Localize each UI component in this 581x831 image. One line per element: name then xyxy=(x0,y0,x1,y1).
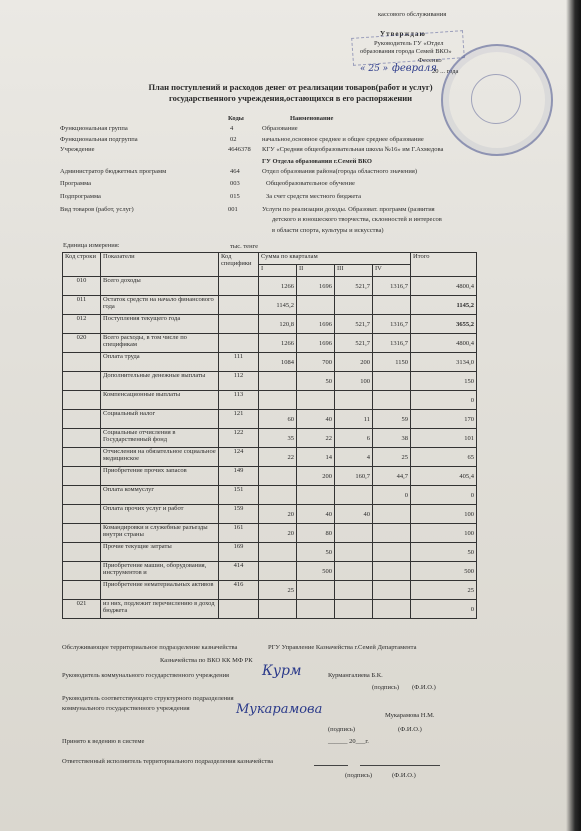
total-cell: 25 xyxy=(411,581,477,600)
q3-cell xyxy=(335,524,373,543)
row-code-cell xyxy=(63,505,101,524)
approval-date-month: февраля xyxy=(392,63,437,74)
col-head-total: Итого xyxy=(411,253,477,277)
col-head-q3: III xyxy=(335,265,373,277)
info-value: Отдел образования района(города областного значения) xyxy=(262,168,417,175)
spec-code-cell xyxy=(219,277,259,296)
info-value: КГУ «Средняя общеобразовательная школа №16» им Г.Ахмедова xyxy=(262,146,444,153)
col-head-q1: I xyxy=(259,265,297,277)
q2-cell: 50 xyxy=(297,372,335,391)
indicator-cell: Командировки и служебные разъезды внутри страны xyxy=(101,524,219,543)
codes-column-head: Коды xyxy=(228,115,244,122)
q4-cell: 38 xyxy=(373,429,411,448)
table-row xyxy=(63,448,477,467)
indicator-cell: Поступления текущего года xyxy=(101,315,219,334)
q2-cell: 1696 xyxy=(297,334,335,353)
info-value: Общеобразовательное обучение xyxy=(266,180,355,187)
head-signature: Курм xyxy=(262,663,302,679)
col-head-indicator: Показатели xyxy=(101,253,219,277)
approve-heading: Утверждаю xyxy=(380,30,426,38)
q3-cell xyxy=(335,562,373,581)
q2-cell: 22 xyxy=(297,429,335,448)
indicator-cell: Приобретение нематериальных активов xyxy=(101,581,219,600)
table-row xyxy=(63,353,477,372)
info-label: Администратор бюджетных программ xyxy=(60,168,167,175)
info-code: 015 xyxy=(230,193,240,200)
q1-cell: 1266 xyxy=(259,277,297,296)
table-row xyxy=(63,429,477,448)
q1-cell: 20 xyxy=(259,505,297,524)
q3-cell xyxy=(335,486,373,505)
q3-cell: 521,7 xyxy=(335,334,373,353)
total-cell: 50 xyxy=(411,543,477,562)
budget-table xyxy=(62,252,477,619)
q2-cell xyxy=(297,296,335,315)
q1-cell xyxy=(259,543,297,562)
indicator-cell: Социальные отчисления в Государственный фонд xyxy=(101,429,219,448)
q3-cell xyxy=(335,600,373,619)
table-row xyxy=(63,467,477,486)
total-cell: 101 xyxy=(411,429,477,448)
plan-title-line2: государственного учреждения,остающихся в его распоряжении xyxy=(168,93,413,103)
q2-cell: 500 xyxy=(297,562,335,581)
indicator-cell: Оплата прочих услуг и работ xyxy=(101,505,219,524)
q2-cell xyxy=(297,486,335,505)
q3-cell: 200 xyxy=(335,353,373,372)
info-label: Функциональная подгруппа xyxy=(60,136,138,143)
q1-cell xyxy=(259,467,297,486)
q4-cell xyxy=(373,562,411,581)
info-value: Образование xyxy=(262,125,298,132)
row-code-cell xyxy=(63,372,101,391)
accepted-label: Принято к ведению в системе xyxy=(62,738,145,745)
signature-caption: (подпись) xyxy=(328,726,355,733)
q4-cell: 1316,7 xyxy=(373,315,411,334)
indicator-cell: Остаток средств на начало финансового года xyxy=(101,296,219,315)
spec-code-cell: 112 xyxy=(219,372,259,391)
row-code-cell: 021 xyxy=(63,600,101,619)
q1-cell: 35 xyxy=(259,429,297,448)
spec-code-cell: 149 xyxy=(219,467,259,486)
struct-label-line2: коммунального государственного учреждения xyxy=(62,705,190,712)
q3-cell xyxy=(335,296,373,315)
executor-signature-line xyxy=(314,765,348,766)
row-code-cell: 020 xyxy=(63,334,101,353)
q2-cell xyxy=(297,391,335,410)
q1-cell xyxy=(259,600,297,619)
total-cell: 0 xyxy=(411,600,477,619)
q2-cell: 200 xyxy=(297,467,335,486)
total-cell: 150 xyxy=(411,372,477,391)
q1-cell xyxy=(259,562,297,581)
info-value: Услуги по реализации доходы. Образоват. программ (развития xyxy=(262,206,435,213)
q2-cell xyxy=(297,600,335,619)
q1-cell xyxy=(259,486,297,505)
row-code-cell: 010 xyxy=(63,277,101,296)
q3-cell xyxy=(335,581,373,600)
table-row xyxy=(63,581,477,600)
q3-cell: 6 xyxy=(335,429,373,448)
row-code-cell: 011 xyxy=(63,296,101,315)
q3-cell: 100 xyxy=(335,372,373,391)
q4-cell: 0 xyxy=(373,486,411,505)
col-head-code-row: Код строки xyxy=(63,253,101,277)
total-cell: 1145,2 xyxy=(411,296,477,315)
col-head-q4: IV xyxy=(373,265,411,277)
row-code-cell xyxy=(63,486,101,505)
total-cell: 3655,2 xyxy=(411,315,477,334)
table-row xyxy=(63,410,477,429)
name-column-head: Наименование xyxy=(290,115,334,122)
fio-caption: (Ф.И.О.) xyxy=(412,684,436,691)
total-cell: 65 xyxy=(411,448,477,467)
spec-code-cell xyxy=(219,315,259,334)
info-code: 003 xyxy=(230,180,240,187)
indicator-cell: из них, подлежит перечислению в доход бюджета xyxy=(101,600,219,619)
spec-code-cell: 414 xyxy=(219,562,259,581)
row-code-cell xyxy=(63,391,101,410)
plan-title-line1: План поступлений и расходов денег от реализации товаров(работ и услуг) xyxy=(148,82,433,92)
indicator-cell: Дополнительные денежные выплаты xyxy=(101,372,219,391)
q4-cell: 59 xyxy=(373,410,411,429)
q2-cell: 40 xyxy=(297,505,335,524)
q4-cell xyxy=(373,505,411,524)
indicator-cell: Отчисления на обязательное социальное медицинское xyxy=(101,448,219,467)
info-value: в области спорта, культуры и искусства) xyxy=(272,227,384,234)
row-code-cell xyxy=(63,543,101,562)
col-head-quarters: Сумма по кварталам xyxy=(259,253,411,265)
approver-position-line2: образования города Семей ВКО» xyxy=(360,48,452,55)
struct-name: Мукарамова Н.М. xyxy=(385,712,435,719)
indicator-cell: Компенсационные выплаты xyxy=(101,391,219,410)
q3-cell: 160,7 xyxy=(335,467,373,486)
info-code: 001 xyxy=(228,206,238,213)
q1-cell: 1084 xyxy=(259,353,297,372)
q1-cell: 60 xyxy=(259,410,297,429)
total-cell: 3134,0 xyxy=(411,353,477,372)
q3-cell: 4 xyxy=(335,448,373,467)
q3-cell: 521,7 xyxy=(335,315,373,334)
fio-caption: (Ф.И.О.) xyxy=(398,726,422,733)
col-head-code-spec: Код специфики xyxy=(219,253,259,277)
info-label: Подпрограмма xyxy=(60,193,101,200)
q4-cell: 1150 xyxy=(373,353,411,372)
table-row xyxy=(63,296,477,315)
q2-cell: 80 xyxy=(297,524,335,543)
treasury-label: Обслуживающее территориальное подразделение казначейства xyxy=(62,644,238,651)
fio-caption: (Ф.И.О.) xyxy=(392,772,416,779)
q4-cell: 1316,7 xyxy=(373,277,411,296)
info-code: 02 xyxy=(230,136,237,143)
q4-cell xyxy=(373,391,411,410)
struct-signature: Мукарамова xyxy=(236,702,323,717)
approval-stamp-box xyxy=(351,30,465,66)
table-row xyxy=(63,277,477,296)
indicator-cell: Приобретение прочих запасов xyxy=(101,467,219,486)
total-cell: 100 xyxy=(411,505,477,524)
q3-cell: 11 xyxy=(335,410,373,429)
table-row xyxy=(63,486,477,505)
row-code-cell xyxy=(63,410,101,429)
spec-code-cell xyxy=(219,296,259,315)
table-row xyxy=(63,372,477,391)
total-cell: 100 xyxy=(411,524,477,543)
q1-cell: 1145,2 xyxy=(259,296,297,315)
spec-code-cell xyxy=(219,600,259,619)
q4-cell xyxy=(373,581,411,600)
q4-cell: 1316,7 xyxy=(373,334,411,353)
q2-cell: 700 xyxy=(297,353,335,372)
row-code-cell xyxy=(63,467,101,486)
row-code-cell xyxy=(63,448,101,467)
info-label: Программа xyxy=(60,180,92,187)
indicator-cell: Оплата коммуслуг xyxy=(101,486,219,505)
q3-cell xyxy=(335,543,373,562)
total-cell: 405,4 xyxy=(411,467,477,486)
q2-cell xyxy=(297,581,335,600)
table-row xyxy=(63,334,477,353)
approval-date-year: 20 ... года xyxy=(432,68,459,75)
total-cell: 170 xyxy=(411,410,477,429)
table-row xyxy=(63,524,477,543)
units-label: Единица измерения: xyxy=(63,242,120,249)
treasury-value: РГУ Управление Казначейства г.Семей Департамента xyxy=(268,644,417,651)
row-code-cell: 012 xyxy=(63,315,101,334)
info-label: Учреждение xyxy=(60,146,95,153)
info-code: 4646378 xyxy=(228,146,251,153)
units-value: тыс. тенге xyxy=(230,243,259,250)
indicator-cell: Социальный налог xyxy=(101,410,219,429)
info-value: ГУ Отдела образования г.Семей ВКО xyxy=(262,158,372,165)
info-value: детского и юношеского творчества, склонностей и интересов xyxy=(272,216,442,223)
spec-code-cell: 416 xyxy=(219,581,259,600)
spec-code-cell: 121 xyxy=(219,410,259,429)
indicator-cell: Всего расходы, в том числе по спецификам xyxy=(101,334,219,353)
q1-cell: 25 xyxy=(259,581,297,600)
table-row xyxy=(63,562,477,581)
q1-cell: 120,8 xyxy=(259,315,297,334)
accepted-date: ______ 20___г. xyxy=(328,738,369,745)
q4-cell: 44,7 xyxy=(373,467,411,486)
struct-label-line1: Руководитель соответствующего структурного подразделения xyxy=(62,695,234,702)
spec-code-cell: 124 xyxy=(219,448,259,467)
q3-cell xyxy=(335,391,373,410)
q1-cell: 1266 xyxy=(259,334,297,353)
spec-code-cell: 159 xyxy=(219,505,259,524)
table-row xyxy=(63,600,477,619)
q2-cell: 1696 xyxy=(297,315,335,334)
head-label: Руководитель коммунального государственного учреждения xyxy=(62,672,230,679)
total-cell: 500 xyxy=(411,562,477,581)
q1-cell xyxy=(259,391,297,410)
info-code: 4 xyxy=(230,125,234,132)
spec-code-cell: 111 xyxy=(219,353,259,372)
q4-cell xyxy=(373,543,411,562)
spec-code-cell: 169 xyxy=(219,543,259,562)
info-code: 464 xyxy=(230,168,240,175)
q2-cell: 50 xyxy=(297,543,335,562)
col-head-q2: II xyxy=(297,265,335,277)
total-cell: 4800,4 xyxy=(411,334,477,353)
info-label: Функциональная группа xyxy=(60,125,128,132)
approver-name: Фесенко xyxy=(418,57,442,64)
approver-position-line1: Руководитель ГУ «Отдел xyxy=(374,40,444,47)
indicator-cell: Всего доходы xyxy=(101,277,219,296)
q4-cell xyxy=(373,296,411,315)
q2-cell: 14 xyxy=(297,448,335,467)
table-row xyxy=(63,391,477,410)
q1-cell xyxy=(259,372,297,391)
executor-label: Ответственный исполнитель территориального подразделения казначейства xyxy=(62,758,274,765)
table-row xyxy=(63,315,477,334)
q4-cell xyxy=(373,372,411,391)
q4-cell: 25 xyxy=(373,448,411,467)
total-cell: 4800,4 xyxy=(411,277,477,296)
q1-cell: 20 xyxy=(259,524,297,543)
total-cell: 0 xyxy=(411,486,477,505)
info-value: начальное,основное среднее и общее среднее образование xyxy=(262,136,424,143)
q2-cell: 1696 xyxy=(297,277,335,296)
spec-code-cell: 161 xyxy=(219,524,259,543)
approval-date-day: « 25 » xyxy=(360,64,389,74)
q1-cell: 22 xyxy=(259,448,297,467)
row-code-cell xyxy=(63,581,101,600)
indicator-cell: Оплата труда xyxy=(101,353,219,372)
indicator-cell: Прочие текущие затраты xyxy=(101,543,219,562)
q3-cell: 521,7 xyxy=(335,277,373,296)
row-code-cell xyxy=(63,562,101,581)
spec-code-cell: 122 xyxy=(219,429,259,448)
row-code-cell xyxy=(63,524,101,543)
info-value: За счет средств местного бюджета xyxy=(266,193,362,200)
total-cell: 0 xyxy=(411,391,477,410)
photo-edge-shadow xyxy=(566,0,581,831)
top-note: кассового обслуживания xyxy=(378,11,447,18)
executor-name-line xyxy=(360,765,440,766)
spec-code-cell xyxy=(219,334,259,353)
row-code-cell xyxy=(63,353,101,372)
row-code-cell xyxy=(63,429,101,448)
table-row xyxy=(63,505,477,524)
q2-cell: 40 xyxy=(297,410,335,429)
signature-caption: (подпись) xyxy=(345,772,372,779)
spec-code-cell: 151 xyxy=(219,486,259,505)
q4-cell xyxy=(373,600,411,619)
q3-cell: 40 xyxy=(335,505,373,524)
q4-cell xyxy=(373,524,411,543)
treasury-value-line2: Казначейства по ВКО КК МФ РК xyxy=(160,657,253,664)
indicator-cell: Приобретение машин, оборудования, инструментов и xyxy=(101,562,219,581)
spec-code-cell: 113 xyxy=(219,391,259,410)
info-label: Вид товаров (работ, услуг) xyxy=(60,206,134,213)
signature-caption: (подпись) xyxy=(372,684,399,691)
table-row xyxy=(63,543,477,562)
head-name: Курмангалиева Б.К. xyxy=(328,672,383,679)
